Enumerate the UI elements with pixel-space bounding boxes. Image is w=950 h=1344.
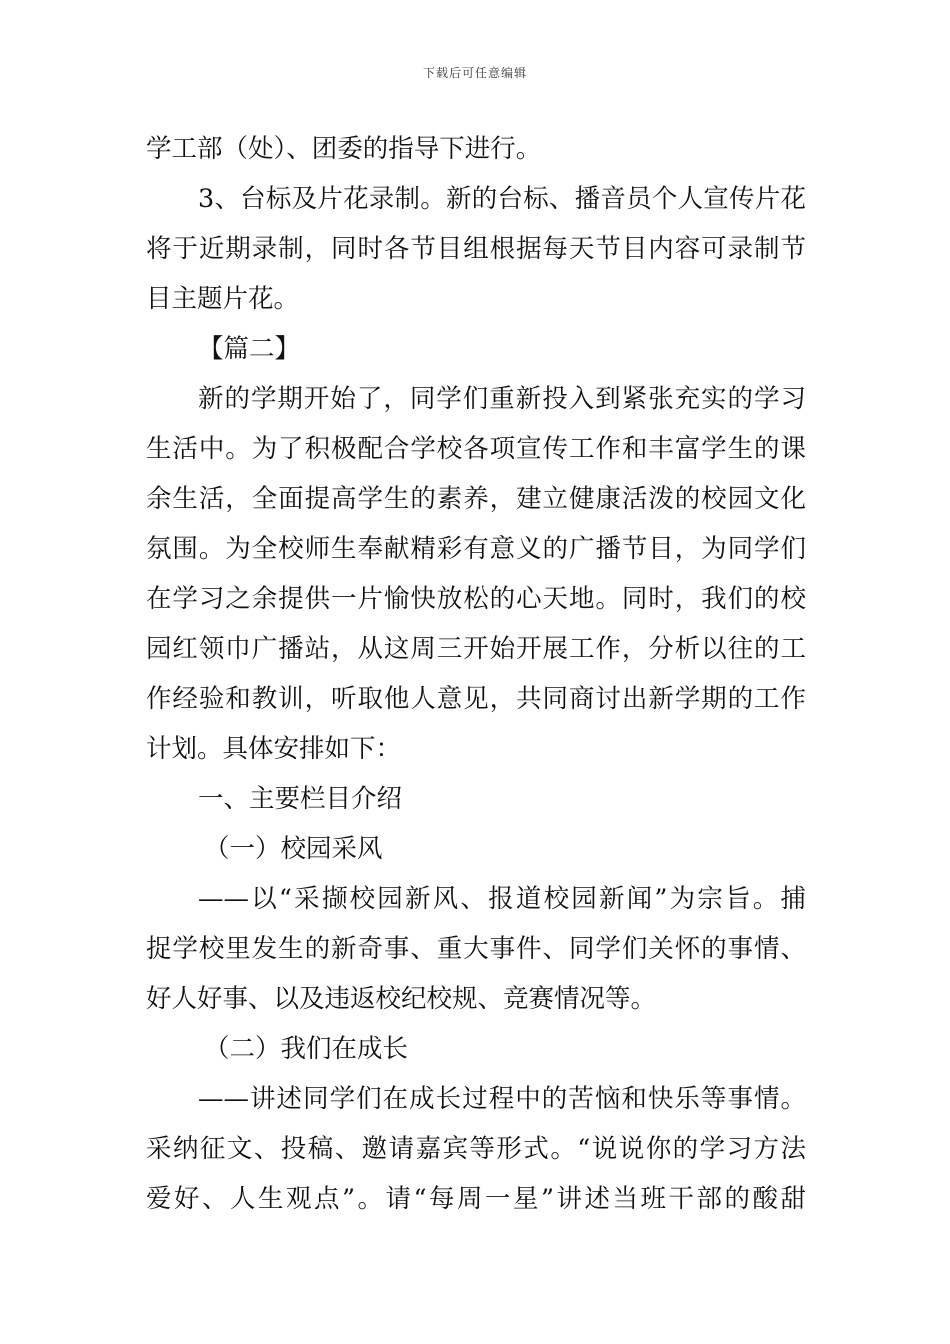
text-line: 将于近期录制，同时各节目组根据每天节目内容可录制节: [146, 234, 806, 264]
text-line: 氛围。为全校师生奉献精彩有意义的广播节目，为同学们: [146, 534, 806, 564]
text-line: 在学习之余提供一片愉快放松的心天地。同时，我们的校: [146, 584, 806, 614]
subsection-heading: 一、主要栏目介绍: [198, 784, 403, 814]
section-heading: 【篇二】: [198, 334, 301, 364]
text-line: 爱好、人生观点”。请“每周一星”讲述当班干部的酸甜: [146, 1184, 806, 1214]
text-line: ——讲述同学们在成长过程中的苦恼和快乐等事情。: [198, 1084, 806, 1114]
text-line: 好人好事、以及违返校纪校规、竞赛情况等。: [146, 984, 657, 1014]
text-line: 目主题片花。: [146, 284, 300, 314]
text-line: 学工部（处）、团委的指导下进行。: [146, 134, 542, 164]
text-line: 余生活，全面提高学生的素养，建立健康活泼的校园文化: [146, 484, 806, 514]
text-line: 捉学校里发生的新奇事、重大事件、同学们关怀的事情、: [146, 934, 806, 964]
column-heading: （一）校园采风: [204, 834, 383, 864]
text-line: 园红领巾广播站，从这周三开始开展工作，分析以往的工: [146, 634, 806, 664]
text-line: 计划。具体安排如下：: [146, 734, 402, 764]
text-line: 新的学期开始了，同学们重新投入到紧张充实的学习: [198, 384, 806, 414]
text-line: 生活中。为了积极配合学校各项宣传工作和丰富学生的课: [146, 434, 806, 464]
text-line: ——以“采撷校园新风、报道校园新闻”为宗旨。捕: [198, 884, 806, 914]
text-line: 3、台标及片花录制。新的台标、播音员个人宣传片花: [198, 184, 806, 214]
column-heading: （二）我们在成长: [204, 1034, 409, 1064]
page-header-note: 下载后可任意编辑: [422, 66, 527, 80]
document-body: [146, 124, 806, 1224]
text-line: 采纳征文、投稿、邀请嘉宾等形式。“说说你的学习方法: [146, 1134, 806, 1164]
text-line: 作经验和教训，听取他人意见，共同商讨出新学期的工作: [146, 684, 806, 714]
